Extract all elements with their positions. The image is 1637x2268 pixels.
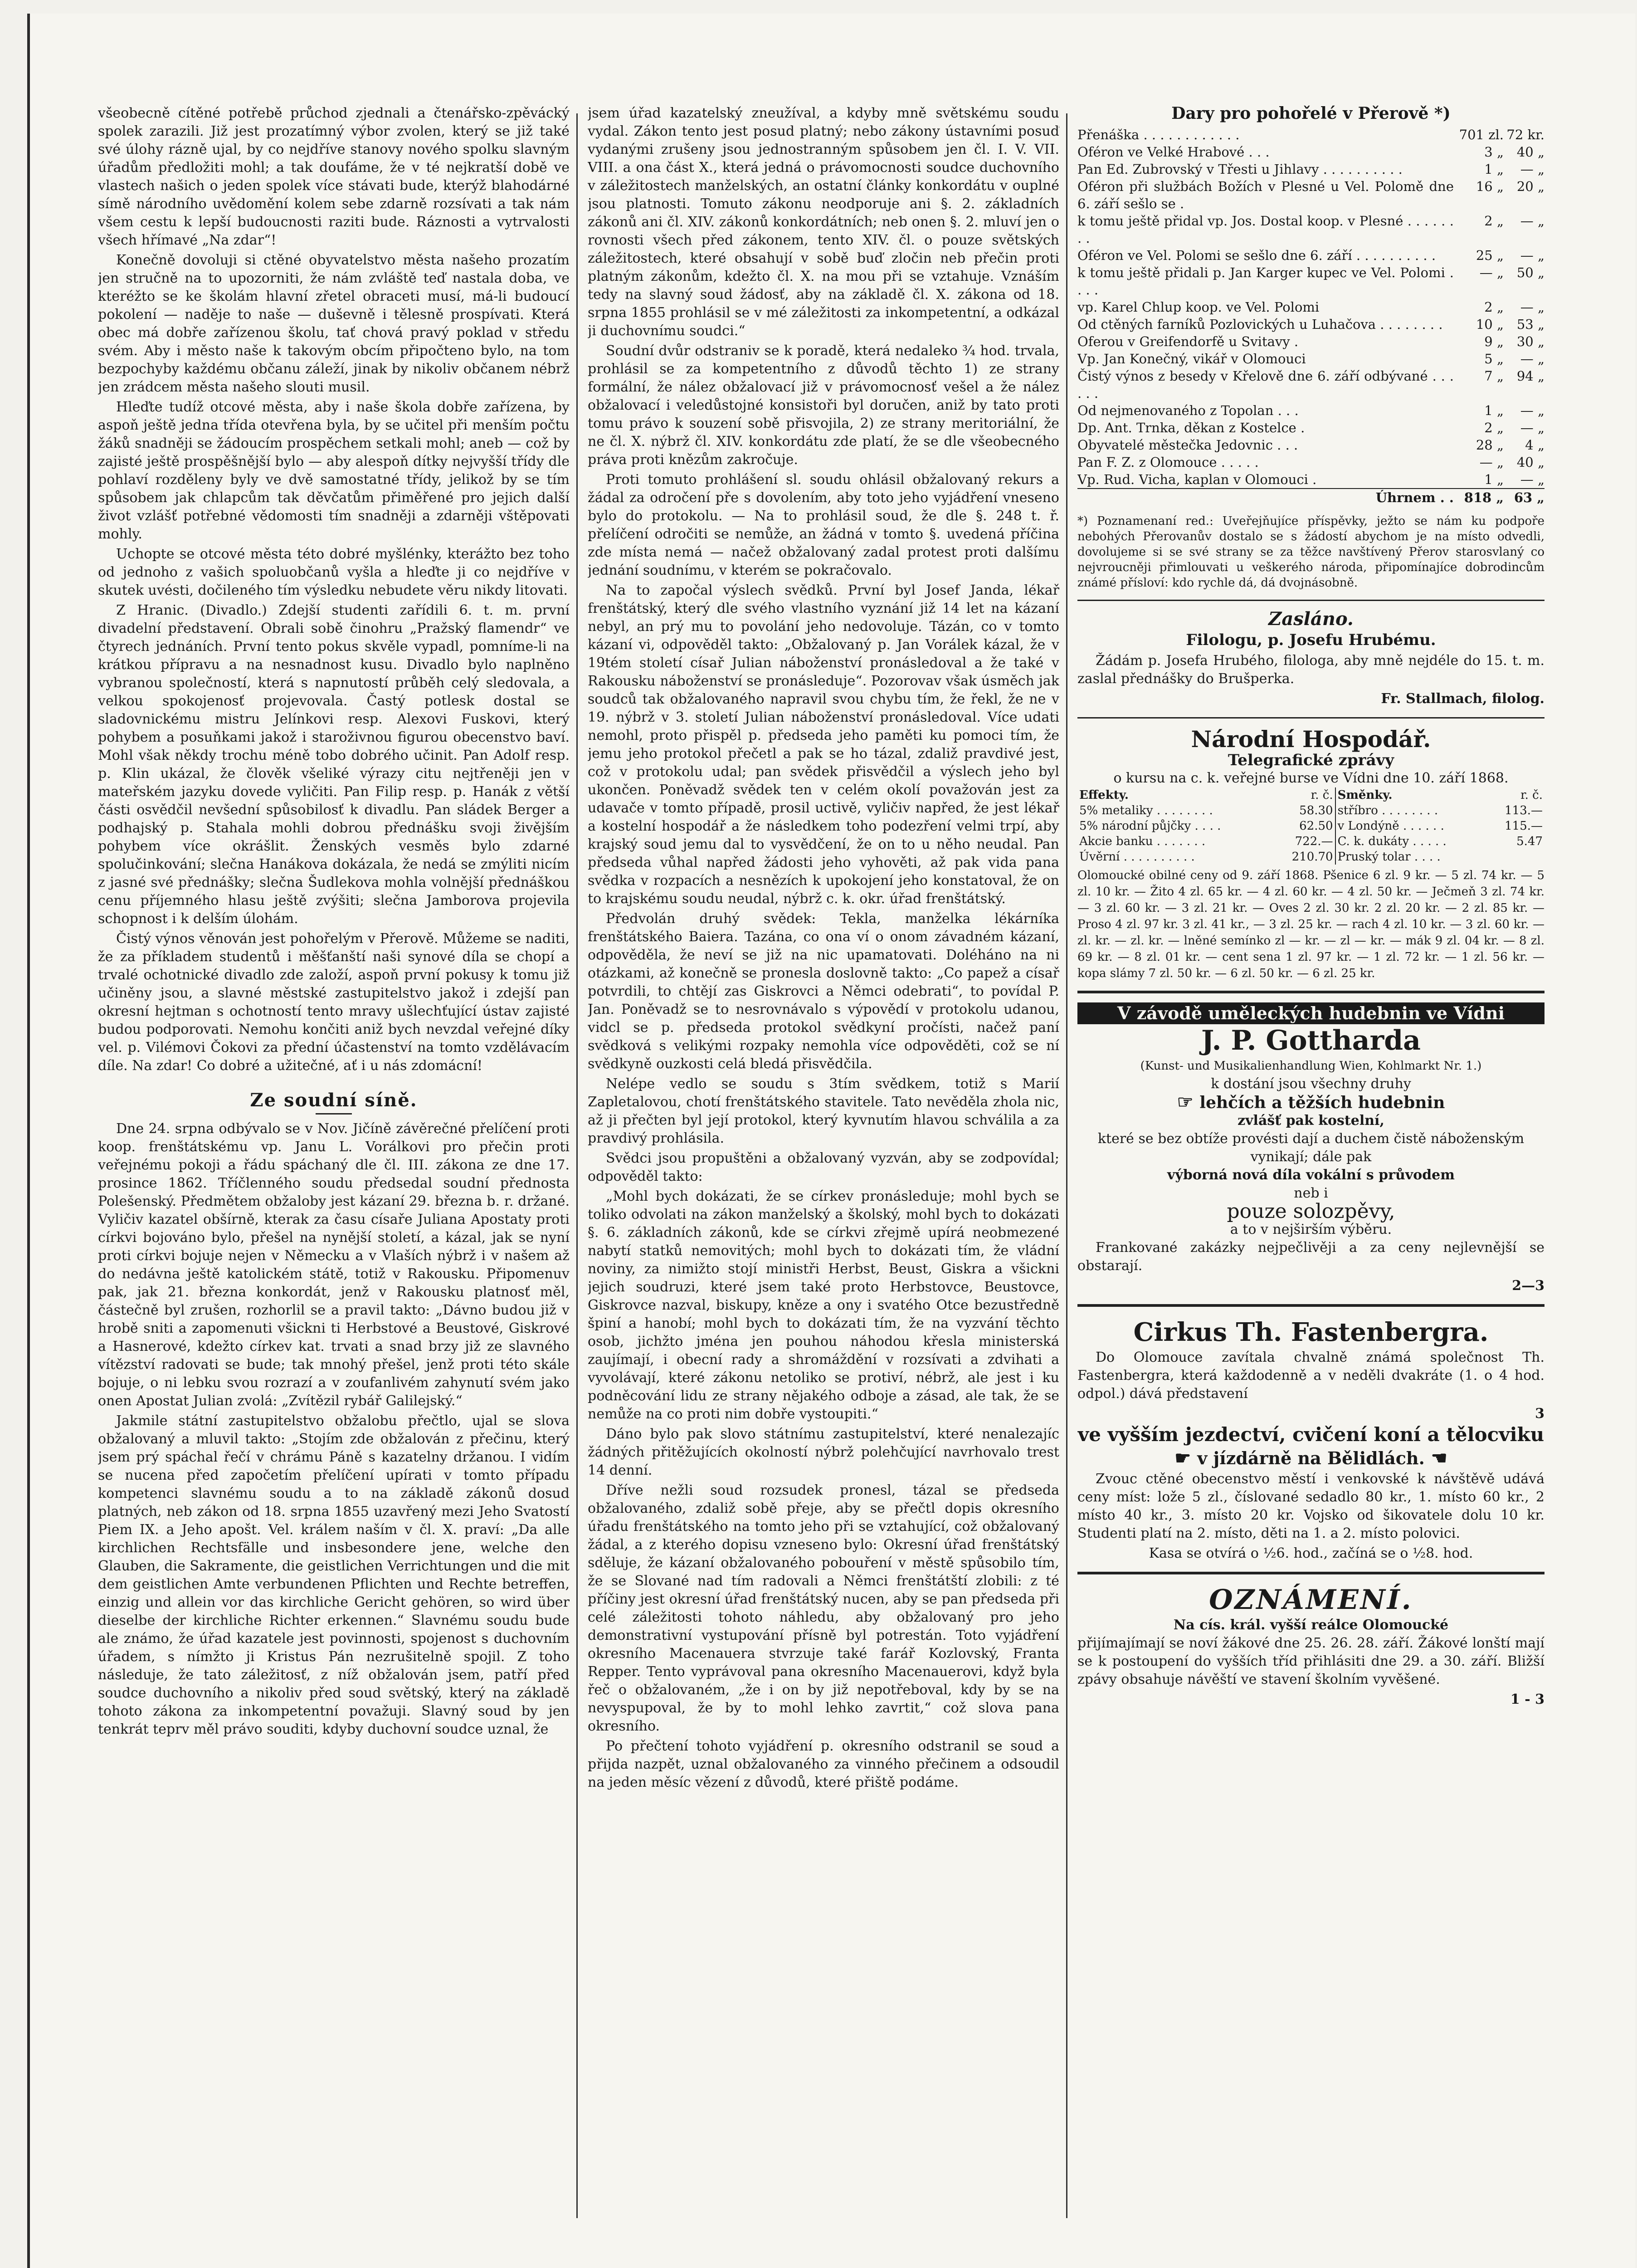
donation-kr: — „ — [1520, 420, 1544, 435]
oznameni-line: Na cís. král. vyšší reálce Olomoucké — [1173, 1617, 1449, 1633]
donation-name: Dp. Ant. Trnka, děkan z Kostelce . — [1077, 420, 1305, 435]
donation-kr: — „ — [1520, 351, 1544, 367]
exchange-row — [1077, 849, 1544, 865]
exchange-header — [1077, 787, 1544, 803]
ad-number: 2—3 — [1512, 1278, 1544, 1294]
article-paragraph: Dáno bylo pak slovo státnímu zastupitelství, které nenalezajíc žádných přitěžujících okolností nýbrž polehčující navrhovalo trest 14 denní. — [588, 1426, 1059, 1478]
donation-zl: — „ — [1479, 455, 1504, 470]
article-paragraph: Konečně dovoluji si ctěné obyvatelstvo města našeho prozatím jen stručně na to upozorniti, že nám zvláště teď nastala doba, ve kteréžto se ke školám hlavní zřetel obraceti musí, má-li budoucí pokolení — naděje to naše — duševně i tělesně prospívati. Která obec má dobře zařízenou školu, tať chová pravý poklad v středu svém. Aby i město naše k takovým obcím připočteno bylo, na tom bezpochyby každému občanu záleží, jinak by nikoliv občanem nébrž jen zrádcem města našeho slouti musil. — [98, 252, 570, 395]
article-paragraph: Proti tomuto prohlášení sl. soudu ohlásil obžalovaný rekurs a žádal za odročení pře s dovolením, aby toto jeho vyjádření vneseno bylo do protokolu. — Na to prohlásil soud, že dle §. 248 t. ř. přelíčení odročiti se nemůže, an žádná v tomto §. uvedená příčina zde místa nemá — načež obžalovaný zadal protest proti dalšímu jednání soudnímu, v kterém se pokračovalo. — [588, 472, 1059, 578]
donation-kr: — „ — [1520, 299, 1544, 315]
ad-number: 3 — [1535, 1406, 1544, 1422]
donation-name: Vp. Jan Konečný, vikář v Olomouci — [1077, 351, 1306, 367]
zaslano-signature: Fr. Stallmach, filolog. — [1381, 691, 1544, 707]
gotthard-name: J. P. Gottharda — [1201, 1025, 1421, 1056]
cirkus-headline: ☛ v jízdárně na Bělidlách. ☚ — [1174, 1447, 1447, 1469]
column-1 — [98, 104, 570, 1740]
exchange-cell: 5.47 — [1516, 835, 1543, 848]
cirkus-headline: ve vyšším jezdectví, cvičení koní a tělocviku — [1077, 1423, 1544, 1446]
zaslano-title: Zasláno. — [1268, 608, 1354, 630]
donation-name: Oféron ve Velké Hrabové . . . — [1077, 144, 1270, 160]
cirkus-text: Do Olomouce zavítala chvalně známá společnost Th. Fastenbergra, která každodenně a v neděli dvakráte (1. o 4 hod. odpol.) dává představení — [1077, 1349, 1544, 1402]
gotthard-line: a to v nejširším výběru. — [1230, 1222, 1392, 1237]
gotthard-line: zvlášť pak kostelní, — [1237, 1113, 1384, 1129]
header-effekty: Effekty. — [1079, 788, 1129, 802]
donation-zl: 7 „ — [1484, 368, 1504, 384]
donation-row — [1077, 471, 1544, 489]
donation-zl: 3 „ — [1484, 144, 1504, 160]
donation-zl: 1 „ — [1484, 472, 1504, 487]
exchange-cell: 210.70 — [1291, 850, 1333, 864]
cirkus-title: Cirkus Th. Fastenbergra. — [1133, 1317, 1489, 1347]
article-paragraph: Po přečtení tohoto vyjádření p. okresního odstranil se soud a přijda nazpět, uznal obžalovaného za vinného přečinem a odsoudil na jeden měsíc vězení z důvodů, které přiště podáme. — [588, 1738, 1059, 1790]
pointing-hand-icon: ☞ — [1177, 1091, 1200, 1113]
cirkus-text: Zvouc ctěné obecenstvo městí i venkovské k návštěvě udává ceny míst: lože 5 zl., číslované sedadlo 80 kr., 1. místo 60 kr., 2 místo 40 kr., 3. místo 20 kr. Vojsko od šikovatele dolu 10 kr. Studenti platí na 2. místo, děti na 1. a 2. místo polovici. — [1077, 1471, 1544, 1541]
donation-kr: — „ — [1520, 161, 1544, 177]
donation-row — [1077, 161, 1544, 178]
donation-kr: 72 kr. — [1506, 127, 1544, 142]
donation-zl: 2 „ — [1484, 420, 1504, 435]
oznameni-title: OZNÁMENÍ. — [1209, 1584, 1413, 1616]
grain-prices: Olomoucké obilné ceny od 9. září 1868. Pšenice 6 zl. 9 kr. — 5 zl. 74 kr. — 5 zl. 10 kr. — Žito 4 zl. 65 kr. — 4 zl. 60 kr. — 4 zl. 50 kr. — Ječmeň 3 zl. 74 kr. — 3 zl. 60 kr. — 3 zl. 21 kr. — Oves 2 zl. 30 kr. 2 zl. 20 kr. — 2 zl. 85 kr. — Proso 4 zl. 97 kr. 3 zl. 41 kr., — 3 zl. 25 kr. — rach 4 zl. 10 kr. — 3 zl. 60 kr. — zl. kr. — zl. kr. — lněné semínko zl — kr. — zl — kr. — mák 9 zl. 04 kr. — 8 zl. 69 kr. — 8 zl. 01 kr. — cent sena 1 zl. 97 kr. — 1 zl. 72 kr. — 1 zl. 56 kr. — kopa slámy 7 zl. 50 kr. — 6 zl. 50 kr. — 6 zl. 25 kr. — [1077, 869, 1544, 980]
total-label: Úhrnem . . — [1077, 489, 1454, 506]
donation-row — [1077, 247, 1544, 264]
gotthard-line: ☞ lehčích a těžších hudebnin — [1177, 1091, 1445, 1113]
article-paragraph: Dne 24. srpna odbývalo se v Nov. Jičíně závěrečné přelíčení proti koop. frenštátskému vp. Janu L. Vorálkovi pro přečin proti veřejnému pokoji a řádu spáchaný dle čl. III. zákona ze dne 17. prosince 1862. Tříčlenného soudu předsedal soudní přednosta Polešenský. Předmětem obžaloby jest kázaní 29. března b. r. držané. Vyličiv kazatel obšírně, kterak za času císaře Juliana Apostaty proti církvi bojováno bylo, přešel na nynější století, a kázal, jak se nyní proti církvi bojuje nejen v Německu a v Vlaších nýbrž i v našem až do nedávna ještě katolickém státě, totiž v Rakousku. Připomenuv pak, jak 21. března konkordát, jenž v Rakousku platnosť měl, částečně byl zrušen, rozhorlil se a pravil takto: „Dávno budou již v hrobě sniti a zapomenuti všickni ti Herbstové a Beustové, Giskrové a Hasnerové, kdežto církev kat. trvati a snad brzy již ze slavného vítězství radovati se bude; tak mnohý přešel, jenž proti této skále bojuje, o ni lebku svou rozrazí a v zoufanlivém zahynutí svém jako onen Apostat Julian zvolá: „Zvítězil rybář Galilejský.“ — [98, 1121, 570, 1409]
donation-kr: 50 „ — [1516, 265, 1544, 280]
zaslano-subtitle: Filologu, p. Josefu Hrubému. — [1186, 631, 1436, 649]
donations-table — [1077, 126, 1544, 506]
article-paragraph: Uchopte se otcové města této dobré myšlénky, kterážto bez toho od jednoho z vašich spoluobčanů vyšla a hleďte ji co nejdříve v skutek uvésti, dočileného tím výsledku nebudete věru nikdy litovati. — [98, 546, 570, 598]
section-title: Ze soudní síně. — [250, 1090, 418, 1111]
oznameni-text: přijímajímají se noví žákové dne 25. 26. 28. září. Žákové lonští mají se k postoupení do vyšších tříd přihlásiti dne 29. a 30. září. Bližší zpávy obsahuje návěští ve stavení školním vyvěšené. — [1077, 1635, 1544, 1687]
donation-row — [1077, 367, 1544, 402]
donation-name: Oféron při službách Božích v Plesné u Vel. Polomě dne 6. září sešlo se . — [1077, 179, 1454, 211]
article-paragraph: Dříve nežli soud rozsudek pronesl, tázal se předseda obžalovaného, zdaliž sobě přeje, aby se přečtl dopis okresního úřadu frenštátského na tomto jeho při se vztahující, což obžalovaný žádal, a z kterého dopisu vzneseno bylo: Okresní úřad frenštátský sděluje, že kázaní obžalovaného pobouření v městě spůsobilo tím, že se Slované nad tím radovali a Němci frenštátští zlobili: z té příčiny jest okresní úřad frenštátský nucen, aby se pan předseda při celé záležitosti tohoto náhledu, aby obžalovaný pro jeho demonstrativní vystupování přísně byl potrestán. Toto vyjádření okresního Macenauera stvrzuje také farář Kozlovský, Franta Repper. Tento vyprávoval pana okresního Macenauerovi, když byla řeč o obžalovaném, „že i on by již nepotřeboval, kdy by se na nevyspupoval, že by to mohl lehko zavrtit,“ což slova pana okresního. — [588, 1482, 1059, 1734]
article-paragraph: Čistý výnos věnován jest pohořelým v Přerově. Můžeme se naditi, že za příkladem studentů i měšťanští naši synové díla se chopí a trvalé ochotnické divadlo zde založí, aspoň první pokusy k tomu již učiněny jsou, a slavné městské zastupitelstvo jakož i zdejší pan okresní hejtman s ochotností tento mravy ušlechťující ústav zajisté budou podporovati. Nemohu končiti aniž bych nevzdal veřejné díky vel. p. Vilémovi Čokovi za přední účastenství na tomto vzdělávacím díle. Na zdar! Co dobré a užitečné, ať i u nás zdomácní! — [98, 931, 570, 1074]
donation-zl: — „ — [1479, 265, 1504, 280]
article-paragraph: Jakmile státní zastupitelstvo obžalobu přečtlo, ujal se slova obžalovaný a mluvil takto: „Stojím zde obžalován z přečinu, který jsem prý spáchal řečí v chrámu Páně s kazatelny držanou. I vidím se nucena před započetím přelíčení upírati v tomto případu kompetenci slavnému soudu a to na základě zákonů dosud platných, neb zákon od 18. srpna 1855 uzavřený mezi Jeho Svatostí Piem IX. a Jeho apošt. Vel. králem naším v čl. X. praví: „Da alle kirchlichen Rechtsfälle und insbesondere jene, welche den Glauben, die Sakramente, die geistlichen Verrichtungen und die mit dem geistlichen Amte verbundenen Pflichten und Rechte betreffen, einzig und allein vor das kirchliche Gericht gehören, so wird über dieselbe der kirchliche Richter erkennen.“ Slavnému soudu bude ale známo, že úřad kazatele jest povinnosti, spojenost s duchovním úřadem, s nímžto ji Kristus Pán nezrušitelně spojil. Z toho následuje, že tato záležitosť, z níž obžalován jsem, patří před soudce duchovního a nikoliv před soud světský, který na základě tohoto zákona za inkompetentní považuji. Slavný soud by jen tenkrát teprv měl právo souditi, kdyby duchovní soudce uznal, že — [98, 1413, 570, 1737]
donation-row — [1077, 212, 1544, 247]
donation-kr: 30 „ — [1516, 334, 1544, 349]
total-kr: 63 „ — [1504, 489, 1544, 506]
donation-name: vp. Karel Chlup koop. ve Vel. Polomi — [1077, 299, 1320, 315]
pointing-hand-icon: ☛ — [1174, 1447, 1198, 1469]
donation-name: Přenáška . . . . . . . . . . . . — [1077, 127, 1240, 142]
gotthard-line: Frankované zakázky nejpečlivěji a za ceny nejlevnější se obstarají. — [1077, 1240, 1544, 1274]
donation-kr: 94 „ — [1516, 368, 1544, 384]
exchange-cell: 5% metaliky . . . . . . . . — [1079, 804, 1213, 817]
donations-total-row — [1077, 489, 1544, 506]
gotthard-banner: V závodě uměleckých hudebnin ve Vídni — [1077, 1002, 1544, 1024]
column-divider — [576, 113, 578, 2218]
donation-name: Od nejmenovaného z Topolan . . . — [1077, 403, 1299, 418]
newspaper-page — [27, 14, 1635, 2268]
article-paragraph: Z Hranic. (Divadlo.) Zdejší studenti zařídili 6. t. m. první divadelní představení. Obrali sobě činohru „Pražský flamendr“ ve čtyrech jednáních. První tento pokus skvěle vypadl, pomníme-li na krátkou přípravu a na nesnadnost kusu. Divadlo bylo naplněno vybranou společností, která s napnutostí průběh celý sledovala, a velkou spokojenosť projevovala. Častý potlesk dostal se sladovnickému mistru Jelínkovi resp. Alexovi Fuskovi, který pohybem a posuňkami jakož i staroživnou figurou obecenstvo baví. Mohl však někdy trochu méně tobo dobrého učinit. Pan Adolf resp. p. Klin ukázal, že člověk všeliké výrazy citu nejtřeněji jen v mateřském jazyku dovede vyličiti. Pan Filip resp. p. Hanák z větší části osvědčil nevšední spůsobilosť k divadlu. Pan sládek Berger a podhajský p. Stahala mohli dobrou přednášku svoji živějším pohybem více okrášlit. Ženských vesměs bylo zdarné spolučinkování; slečna Hanákova dokázala, že nedá se zmýliti nicím z jasné své přednášky; slečna Šudlekova mohla volnější přednáškou cenu příjemného hlasu ještě zvýšiti; slečna Jamborova projevila schopnost i k delším úlohám. — [98, 602, 570, 927]
donation-kr: 40 „ — [1516, 144, 1544, 160]
donation-row — [1077, 264, 1544, 298]
donation-kr: 20 „ — [1516, 179, 1544, 194]
gotthard-line: které se bez obtíže provésti dají a duchem čistě náboženským vynikají; dále pak — [1097, 1131, 1525, 1165]
donation-zl: 2 „ — [1484, 213, 1504, 229]
divider — [1077, 1304, 1544, 1307]
donation-zl: 25 „ — [1476, 248, 1504, 263]
header-rc: r. č. — [1311, 788, 1333, 802]
donation-row — [1077, 402, 1544, 419]
donation-kr: 53 „ — [1516, 317, 1544, 332]
donation-row — [1077, 126, 1544, 143]
divider — [1077, 600, 1544, 601]
donation-name: k tomu ještě přidali p. Jan Karger kupec ve Vel. Polomi . . . . — [1077, 265, 1454, 298]
article-paragraph: všeobecně cítěné potřebě průchod zjednali a čtenářsko-zpěvácký spolek zarazili. Již jest prozatímný výbor zvolen, který se již také své úlohy rázně ujal, by co nejdříve stanovy nového spolku slavným úřadům předložiti mohl; a tak doufáme, že v té nejkratší době ve vlastech našich o jeden spolek více stávati bude, kterýž blahodárné símě národního uvědomění kolem sebe zdarně rozsívati a tak nám všem cestu k lepší budoucnosti raziti bude. Ráznosti a vytrvalosti všech hřímavé „Na zdar“! — [98, 105, 570, 248]
donation-kr: — „ — [1520, 248, 1544, 263]
exchange-cell: Úvěrní . . . . . . . . . . — [1079, 850, 1195, 864]
exchange-cell: 58.30 — [1299, 804, 1333, 817]
donation-row — [1077, 298, 1544, 316]
donation-name: Oféron ve Vel. Polomi se sešlo dne 6. září . . . . . . . . . . — [1077, 248, 1436, 263]
header-smenky: Směnky. — [1335, 787, 1488, 803]
donation-row — [1077, 350, 1544, 367]
total-zl: 818 „ — [1454, 489, 1504, 506]
article-paragraph: Soudní dvůr odstraniv se k poradě, která nedaleko ¾ hod. trvala, prohlásil se za kompetentního z důvodů těchto 1) ze strany formální, že nález obžalovací již v právomocnosť vešel a že nález obžalovací i veledůstojné konsistoři byl doručen, aniž by tato proti tomu právo k souzení sobě přisvojila, 2) ze strany meritoriální, že ne čl. X. nýbrž čl. XIV. konkordátu zde platí, že se dle všeobecného práva proti knězům zakročuje. — [588, 343, 1059, 468]
donation-kr: — „ — [1520, 213, 1544, 229]
donation-kr: 4 „ — [1525, 437, 1544, 453]
exchange-row — [1077, 834, 1544, 849]
divider — [1077, 717, 1544, 719]
exchange-rates — [1077, 787, 1544, 982]
exchange-cell: 115.— — [1505, 819, 1543, 833]
donation-zl: 701 zl. — [1459, 127, 1504, 142]
article-paragraph: Svědci jsou propuštěni a obžalovaný vyzván, aby se zodpovídal; odpověděl takto: — [588, 1150, 1059, 1184]
article-paragraph: Nelépe vedlo se soudu s 3tím svědkem, totiž s Marií Zapletalovou, chotí frenštátského stavitele. Tato nevěděla zhola nic, až ji přečten byl její protokol, který kyvnutím hlavou schválila a za pravdivý prohlásila. — [588, 1076, 1059, 1146]
donation-name: Oferou v Greifendorfě u Svitavy . — [1077, 334, 1299, 349]
exchange-cell: stříbro . . . . . . . . — [1335, 803, 1488, 818]
exchange-cell — [1488, 849, 1544, 865]
cirkus-text: Kasa se otvírá o ½6. hod., začíná se o ½8. hod. — [1149, 1545, 1473, 1561]
exchange-cell: 722.— — [1295, 835, 1333, 848]
article-paragraph: Na to započal výslech svědků. První byl Josef Janda, lékař frenštátský, který dle svého vlastního vyznání již 14 let na kázaní nebyl, an prý mu to povolání jeho nedovoluje. Tázán, co v tomto kázaní vi, odpověděl takto: „Obžalovaný p. Jan Vorálek kázal, že v 19tém století císař Julian náboženství pronásledoval a že také v Rakousku náboženství se pronásleduje“. Pozorovav však úsměch jak soudců tak obžalovaného napravil svou chybu tím, že řekl, že ne v 19. nýbrž v 3. století Julian náboženství pronásledoval. Více udati nemohl, proto přispěl p. předseda jeho paměti ku pomoci tím, že jemu jeho protokol přečetl a pak se ho tázal, zdaliž pravdivé jest, což v protokolu udal; pan svědek přisvědčil a výslech jeho byl ukončen. Poněvadž svědek ten v celém okolí považován jest za udavače v tomto případě, prosil uctivě, vyličiv napřed, že jest lékař a kostelní hospodář a že následkem toho podezření velmi trpí, aby krajský soud jemu dal to vysvědčení, že on to u něho neudal. Pan předseda vůhal napřed žádosti jeho vyhověti, až pak vida pana svědka v rozpacích a nesnězích k upokojení jeho konstatoval, že on to krajskému soudu neudal, nýbrž c. k. okr. úřad frenštátský. — [588, 582, 1059, 907]
exchange-cell: 113.— — [1505, 804, 1543, 817]
donation-zl: 16 „ — [1476, 179, 1504, 194]
donation-row — [1077, 316, 1544, 333]
donation-row — [1077, 178, 1544, 212]
exchange-row — [1077, 818, 1544, 834]
editor-note: *) Poznamenaní red.: Uveřejňujíce příspěvky, ježto se nám ku podpoře nebohých Přerovanův dostalo se s žádostí abychom je na místo odvedli, dovolujeme si se své strany se za těžce navštívený Přerov starosvlaný co nejvroucněji přimlouvati u veškerého národa, připomínajíce dobrodincům známé přísloví: kdo rychle dá, dá dvojnásobně. — [1077, 514, 1544, 590]
donation-row — [1077, 333, 1544, 350]
narodni-title: Národní Hospodář. — [1191, 726, 1431, 753]
donation-zl: 2 „ — [1484, 299, 1504, 315]
donation-zl: 5 „ — [1484, 351, 1504, 367]
donation-kr: 40 „ — [1516, 455, 1544, 470]
donation-name: k tomu ještě přidal vp. Jos. Dostal koop. v Plesné . . . . . . . . — [1077, 213, 1454, 246]
donations-title: Dary pro pohořelé v Přerově *) — [1171, 104, 1451, 123]
gotthard-line: k dostání jsou všechny druhy — [1211, 1076, 1411, 1092]
donation-zl: 1 „ — [1484, 161, 1504, 177]
donation-row — [1077, 419, 1544, 436]
ad-number: 1 - 3 — [1510, 1691, 1544, 1707]
gotthard-line: pouze solozpěvy, — [1227, 1200, 1395, 1223]
donation-zl: 10 „ — [1476, 317, 1504, 332]
donation-zl: 1 „ — [1484, 403, 1504, 418]
divider — [1077, 1572, 1544, 1574]
divider — [1077, 991, 1544, 993]
exchange-cell: Pruský tolar . . . . — [1335, 849, 1488, 865]
donation-zl: 9 „ — [1484, 334, 1504, 349]
gotthard-line: neb i — [1294, 1185, 1328, 1201]
exchange-cell: Akcie banku . . . . . . . — [1079, 835, 1206, 848]
donation-row — [1077, 436, 1544, 454]
donation-name: Obyvatelé městečka Jedovnic . . . — [1077, 437, 1298, 453]
donation-name: Pan Ed. Zubrovský v Třesti u Jihlavy . . . . . . . . . . — [1077, 161, 1403, 177]
header-rc: r. č. — [1520, 788, 1543, 802]
exchange-cell: 5% národní půjčky . . . . — [1079, 819, 1221, 833]
exchange-row — [1077, 803, 1544, 818]
article-paragraph: jsem úřad kazatelský zneužíval, a kdyby mně světskému soudu vydal. Zákon tento jest posud platný; nebo zákony ústavními posuď vydanými zrušeny jsou jednostranným spůsobem jen čl. I. V. VII. VIII. a ona část X., která jedná o právomocnosti soudce duchovního v záležitostech manželských, an ostatní články konkordátu v ouplné jsou platnosti. Tomuto zákonu neodporuje ani §. 2. základních zákonů ani čl. XIV. zákonů konkordátních; neb onen §. 2. mluví jen o rovnosti všech před zákonem, tento XIV. čl. o pouze světských záležitostech, které obsahují v sobě buď zločin neb přečin proti platným zákonům, kdežto čl. X. na mou při se vztahuje. Vznáším tedy na slavný soud žádosť, aby na základě čl. X. zákona od 18. srpna 1855 prohlásil se v mé záležitosti za inkompetentní, a odkázal ji duchovnímu soudci.“ — [588, 105, 1059, 339]
article-paragraph: Hleďte tudíž otcové města, aby i naše škola dobře zařízena, by aspoň ještě jedna třída otevřena byla, by se učitel při menším počtu žáků snadněji se žádoucím prospěchem setkali mohl; aneb — což by zajisté ještě prospěšnější bylo — aby alespoň dítky nejvyšší třídy dle pohlaví rozděleny byly ve dvě samostatné třídy, jelikož by se tím spůsobem jak chlapcům tak děvčatům přiměřené pro jejich další život vzlášť potřebné vědomosti tím snadněji a zdarněji vštěpovati mohly. — [98, 399, 570, 542]
donation-name: Čistý výnos z besedy v Křelově dne 6. září odbývané . . . . . . — [1077, 368, 1454, 401]
column-3 — [1077, 104, 1544, 1709]
narodni-subtitle: Telegrafické zprávy — [1228, 751, 1394, 769]
section-divider — [316, 1113, 352, 1114]
gotthard-line: výborná nová díla vokální s průvodem — [1167, 1167, 1455, 1183]
exchange-cell: 62.50 — [1299, 819, 1333, 833]
zaslano-text: Žádám p. Josefa Hrubého, filologa, aby mně nejdéle do 15. t. m. zaslal přednášky do Brušperka. — [1077, 653, 1544, 687]
donation-zl: 28 „ — [1476, 437, 1504, 453]
column-2 — [588, 104, 1059, 1794]
pointing-hand-icon: ☚ — [1424, 1447, 1447, 1469]
donation-row — [1077, 143, 1544, 161]
exchange-cell: C. k. dukáty . . . . . — [1335, 834, 1488, 849]
donation-name: Od ctěných farníků Pozlovických u Luhačova . . . . . . . . — [1077, 317, 1443, 332]
gotthard-address: (Kunst- und Musikalienhandlung Wien, Kohlmarkt Nr. 1.) — [1140, 1059, 1482, 1073]
article-paragraph: „Mohl bych dokázati, že se církev pronásleduje; mohl bych se toliko odvolati na zákon manželský a školský, mohl bych to dokázati §. 6. základních zákonů, kde se církvi zřejmě upírá neobmezené nabytí statků nemovitých; mohl bych to dokázati tím, že vládní noviny, za nimižto stojí ministři Herbst, Beust, Giskra a všickni jejich soudruzi, které jsem také proto Herbstovce, Beustovce, Giskrovce nazval, biskupy, kněze a ony i svatého Otce bezustředně špiní a hanobí; mohl bych to dokázati tím, že na vyzvání těchto osob, jichžto jména jen pouhou náhodou křesla ministerská zaujímají, i obecní rady a shromáždění v rozsívati a zdvihati a vyvolávají, které zákonu netoliko se protiví, nébrž, ale jest i ku podněcování lidu ze strany nějakého odboje a zásad, ale tak, že se nemůže na co proti nim dobře vystoupiti.“ — [588, 1188, 1059, 1422]
donation-kr: — „ — [1520, 403, 1544, 418]
narodni-description: o kursu na c. k. veřejné burse ve Vídni dne 10. září 1868. — [1113, 770, 1509, 786]
exchange-cell: v Londýně . . . . . . — [1335, 818, 1488, 834]
donation-row — [1077, 454, 1544, 471]
donation-name: Pan F. Z. z Olomouce . . . . . — [1077, 455, 1259, 470]
exchange-table — [1077, 787, 1544, 865]
donation-kr: — „ — [1520, 472, 1544, 487]
column-divider — [1066, 113, 1067, 2218]
article-paragraph: Předvolán druhý svědek: Tekla, manželka lékárníka frenštátského Baiera. Tazána, co ona ví o onom závadném kázaní, odpověděla, že neví se již na nic upamatovati. Doléháno na ni otázkami, až konečně se pronesla doslovně takto: „Co papež a císař potvrdili, to chtějí zas Giskrovci a Němci odebrati“, to povídal P. Jan. Poněvadž se to nesrovnávalo s výpovědí v protokolu udanou, vidcl se p. předseda protokol svědkyní pročísti, načež paní svědková s velikými rozpaky nemohla více odpověděti, což se ní svědkyně ouzkosti celá bledá přisvědčila. — [588, 911, 1059, 1072]
donation-name: Vp. Rud. Vicha, kaplan v Olomouci . — [1077, 472, 1317, 487]
